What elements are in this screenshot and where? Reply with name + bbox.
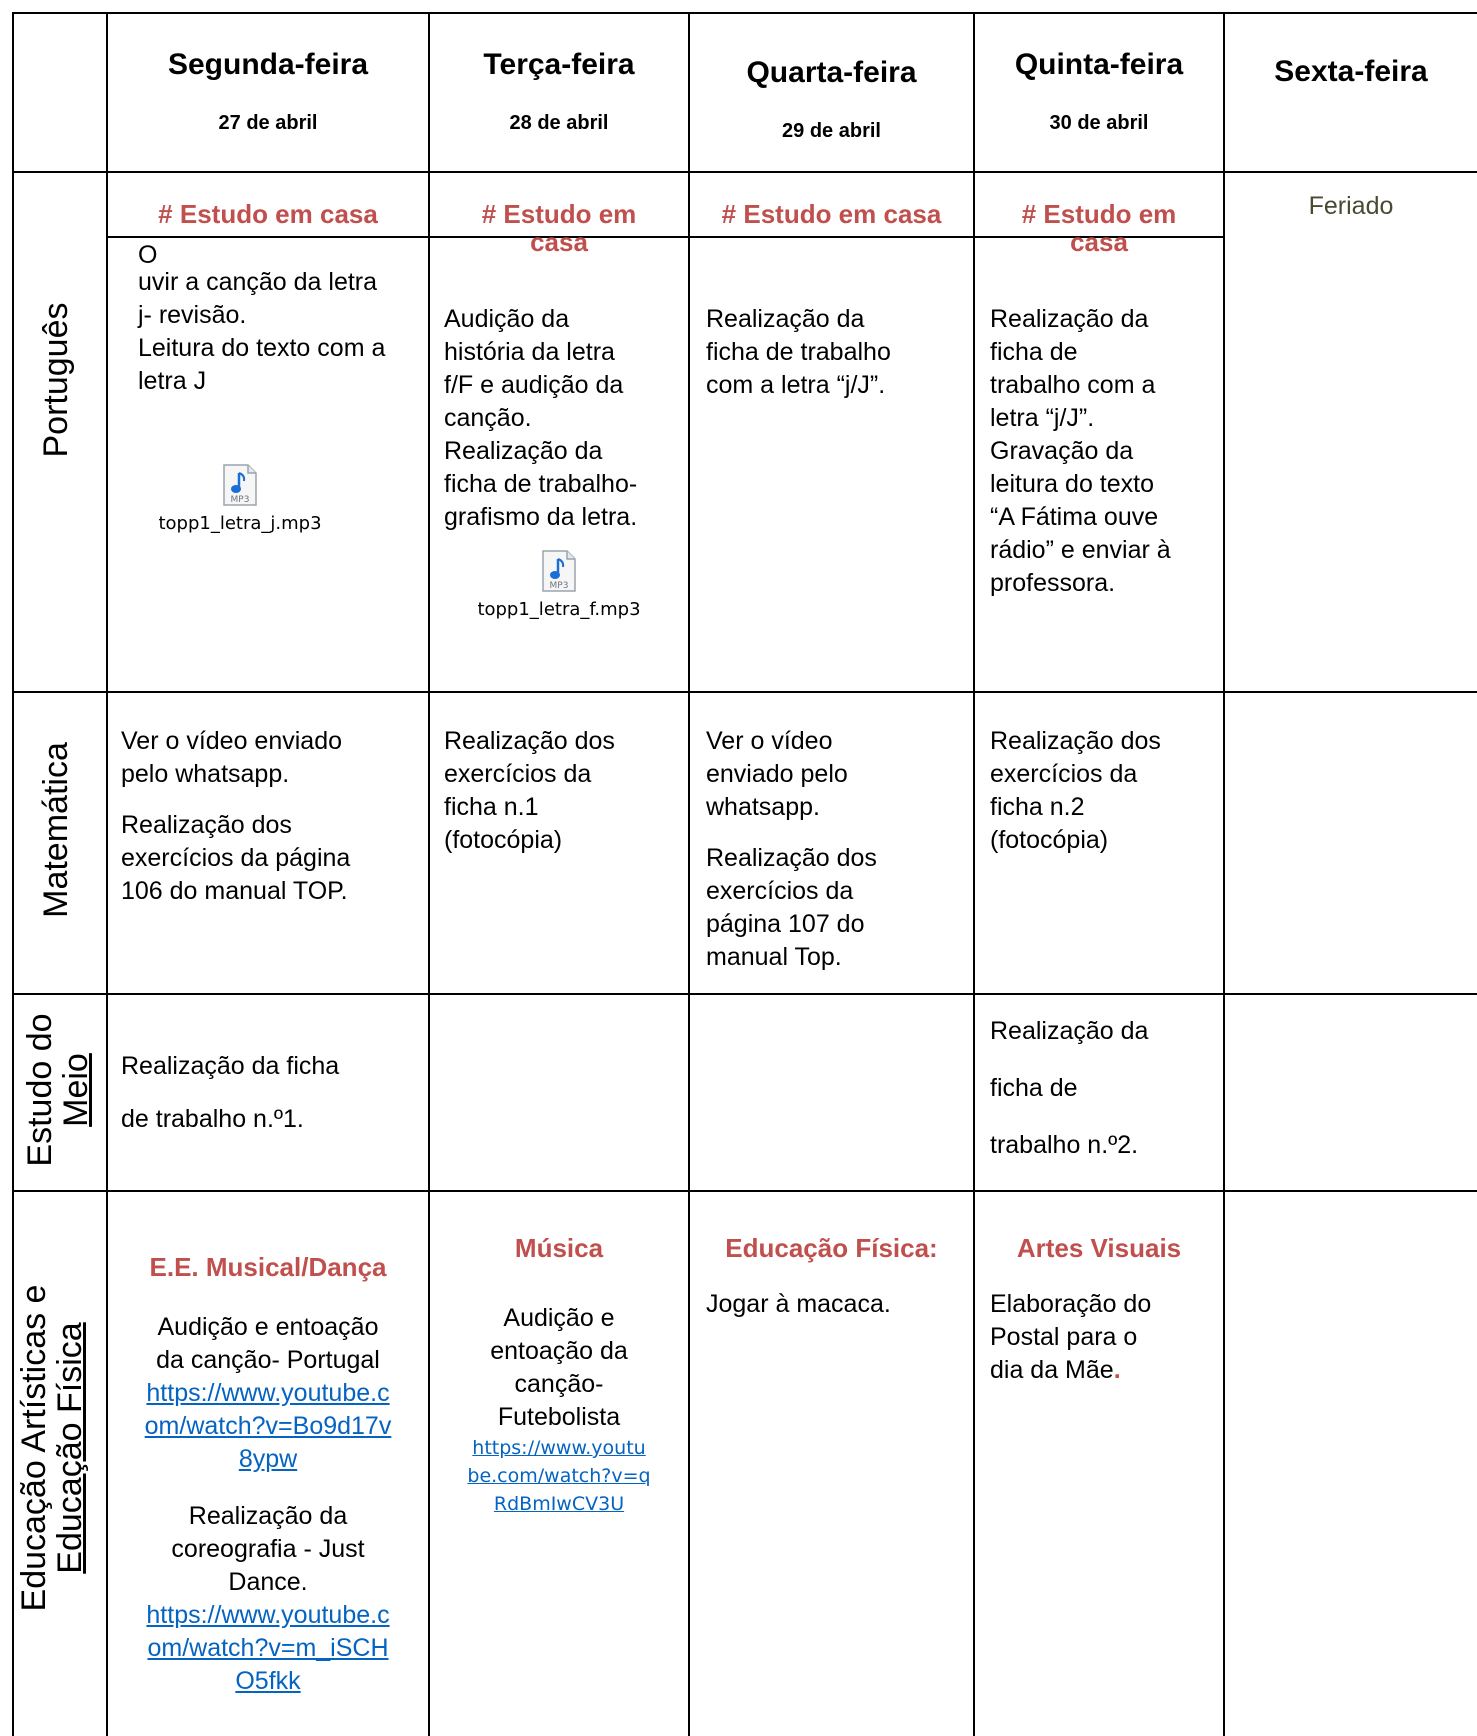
matematica-thursday: Realização dos exercícios da ficha n.2 (fotocópia)	[990, 727, 1161, 854]
day-thursday: Quinta-feira	[1014, 48, 1184, 81]
row-divider	[12, 993, 1477, 995]
col-divider	[12, 12, 14, 1736]
subject-matematica: Matemática	[37, 742, 75, 918]
day-monday: Segunda-feira	[167, 48, 369, 81]
tag-estudo-em-casa: # Estudo em casa	[481, 199, 637, 257]
row-divider	[12, 171, 1477, 173]
artes-monday-title: E.E. Musical/Dança	[149, 1252, 387, 1282]
mp3-attachment[interactable]	[430, 549, 688, 620]
artes-thursday: Artes Visuais Elaboração do Postal para o dia da Mãe.	[975, 1234, 1223, 1387]
col-divider	[688, 12, 690, 1736]
artes-tuesday-title: Música	[514, 1233, 604, 1263]
mp3-filename: topp1_letra_j.mp3	[158, 513, 322, 534]
svg-text:MP3: MP3	[549, 581, 569, 591]
date-wednesday: 29 de abril	[782, 120, 881, 142]
portugues-tuesday: Audição da história da letra f/F e audição da canção. Realização da ficha de trabalho- grafismo da letra.	[444, 305, 638, 531]
feriado-label: Feriado	[1308, 192, 1394, 220]
mp3-file-icon	[430, 549, 688, 593]
portugues-thursday: Realização da ficha de trabalho com a letra “j/J”. Gravação da leitura do texto “A Fátima ouve rádio” e enviar à professora.	[990, 305, 1171, 597]
youtube-link-just-dance[interactable]: https://www.youtube.c om/watch?v=m_iSCH O5fkk	[146, 1601, 390, 1695]
matematica-tuesday: Realização dos exercícios da ficha n.1 (fotocópia)	[444, 727, 615, 854]
artes-tuesday: Música Audição e entoação da canção- Futebolista https://www.youtu be.com/watch?v=q RdBmIwCV3U	[430, 1234, 688, 1518]
artes-thursday-title: Artes Visuais	[1016, 1233, 1182, 1263]
day-friday: Sexta-feira	[1274, 55, 1428, 88]
row-divider	[12, 1190, 1477, 1192]
col-divider	[1223, 12, 1225, 1736]
tag-estudo-em-casa: # Estudo em casa	[158, 199, 378, 229]
day-wednesday: Quarta-feira	[746, 56, 917, 89]
portugues-monday: O uvir a canção da letra j- revisão. Leitura do texto com a letra J	[138, 241, 386, 395]
subject-educacao-artistica: Educação Artísticas e Educação Física	[15, 1284, 89, 1612]
svg-text:MP3: MP3	[230, 495, 250, 505]
date-thursday: 30 de abril	[1049, 112, 1149, 134]
row-divider	[12, 691, 1477, 693]
col-divider	[973, 12, 975, 1736]
youtube-link-portugal[interactable]: https://www.youtube.c om/watch?v=Bo9d17v 8ypw	[144, 1379, 392, 1473]
mp3-file-icon	[110, 463, 370, 507]
subject-portugues: Português	[37, 302, 75, 458]
matematica-wednesday: Ver o vídeo enviado pelo whatsapp. Realização dos exercícios da página 107 do manual Top.	[706, 727, 877, 971]
youtube-link-futebolista[interactable]: https://www.youtu be.com/watch?v=q RdBmIwCV3U	[467, 1437, 651, 1515]
artes-wednesday: Educação Física: Jogar à macaca.	[690, 1234, 973, 1321]
mp3-attachment[interactable]	[110, 463, 370, 534]
artes-wednesday-title: Educação Física:	[725, 1233, 938, 1263]
estudo-monday: Realização da ficha de trabalho n.º1.	[121, 1052, 340, 1133]
day-tuesday: Terça-feira	[483, 48, 635, 81]
tag-estudo-em-casa: # Estudo em casa	[721, 199, 942, 229]
artes-monday: E.E. Musical/Dança Audição e entoação da canção- Portugal https://www.youtube.c om/watch?v=Bo9d17v 8ypw Realização da coreografia - Just Dance. https://www.youtube.c om/watch?v=m_iSCH O5fkk	[108, 1253, 428, 1698]
date-tuesday: 28 de abril	[509, 112, 609, 134]
mp3-filename: topp1_letra_f.mp3	[477, 599, 641, 620]
estudo-thursday: Realização da ficha de trabalho n.º2.	[990, 1017, 1149, 1159]
subject-estudo-do-meio: Estudo do Meio	[21, 1013, 95, 1167]
date-monday: 27 de abril	[218, 112, 318, 134]
table-border-top	[12, 12, 1477, 14]
matematica-monday: Ver o vídeo enviado pelo whatsapp. Realização dos exercícios da página 106 do manual TOP.	[121, 727, 351, 905]
tag-estudo-em-casa: # Estudo em casa	[1021, 199, 1177, 257]
portugues-wednesday: Realização da ficha de trabalho com a letra “j/J”.	[706, 305, 891, 399]
